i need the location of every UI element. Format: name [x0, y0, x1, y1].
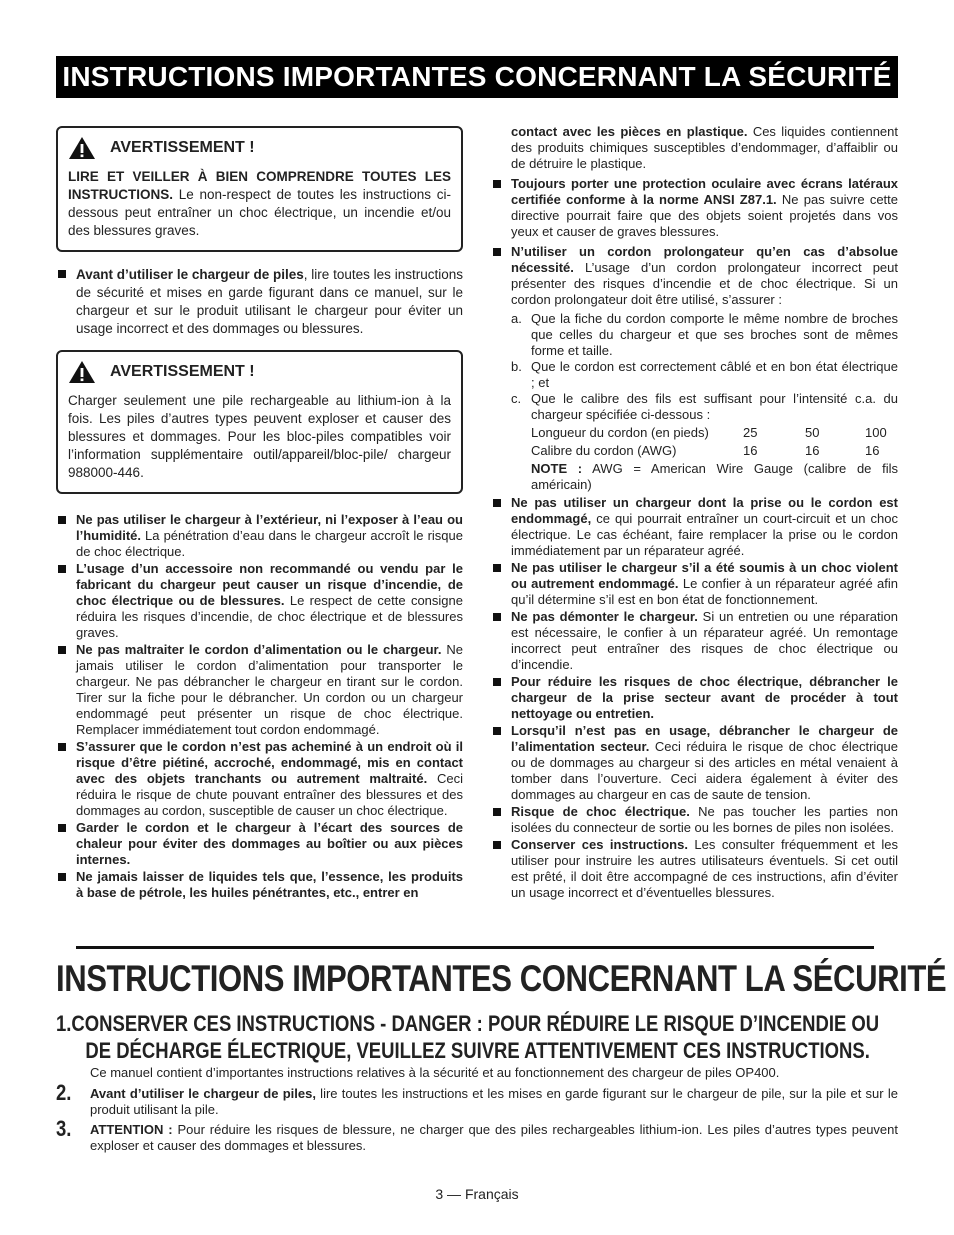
table-cell: Longueur du cordon (en pieds) [531, 425, 709, 440]
right-bullet-list-b [491, 495, 898, 901]
note-text: AWG = American Wire Gauge (calibre de fils américain) [531, 461, 898, 492]
item-bold: Ne pas utiliser le chargeur s’il a été soumis à un choc violent ou autrement endommagé. [511, 560, 898, 591]
warning-triangle-icon [68, 136, 96, 160]
item-bold: Avant d’utiliser le chargeur de piles, [90, 1086, 316, 1101]
continued-paragraph [491, 124, 898, 172]
item-text: Le confier à un réparateur agréé afin qu’il détermine s’il est en bon état de fonctionnement. [511, 576, 899, 607]
item-bold: N’utiliser un cordon prolongateur qu’en cas d’absolue nécessité. [511, 244, 898, 275]
warning-heading-label: AVERTISSEMENT ! [110, 363, 255, 380]
table-cell: 100 [865, 425, 887, 440]
list-item [491, 244, 898, 493]
table-cell: 50 [805, 425, 820, 440]
item-number: 3. [56, 1116, 72, 1141]
warning-body: Charger seulement une pile rechargeable au lithium-ion à la fois. Les piles d’autres types peuvent exploser et causer des blessures et dommages. Pour les bloc-piles compatibles voir l’information supplémentaire outil/appareil/bloc-pile/ chargeur 988000-446. [68, 393, 451, 480]
list-item [491, 176, 898, 240]
list-item [56, 869, 463, 901]
table-cell: 25 [743, 425, 758, 440]
item-text: , lire toutes les instructions de sécurité et mises en garde figurant dans ce manuel, sur le chargeur et sur le produit utilisant le chargeur pour éviter un usage incorrect et des dommages ou blessures. [76, 267, 463, 336]
item-bold: ATTENTION : [90, 1122, 173, 1137]
item-text: Ces liquides contiennent des produits chimiques susceptibles d’endommager, d’affaiblir ou de détruire le plastique. [511, 124, 898, 171]
list-item [56, 739, 463, 819]
note-label: NOTE : [531, 461, 583, 476]
item-text: Ne pas suivre cette directive pourrait faire que des objets soient projetés dans vos yeux et causer de graves blessures. [511, 192, 899, 239]
sub-item [511, 311, 898, 359]
sub-item-letter: a. [511, 311, 522, 326]
table-cell: 16 [865, 443, 880, 458]
section-title: INSTRUCTIONS IMPORTANTES CONCERNANT LA SÉCURITÉ [56, 958, 947, 999]
warning-heading [68, 360, 451, 384]
item-number: 1. [56, 1011, 72, 1036]
item-text: ce qui pourrait entraîner un court-circuit et un choc électrique. Le cas échéant, faire remplacer la prise ou le cordon immédiatement par un réparateur agréé. [511, 511, 898, 558]
list-item [491, 609, 898, 673]
right-column [491, 124, 898, 902]
sub-item-text: Que la fiche du cordon comporte le même nombre de broches que celles du chargeur et que ses broches sont de mêmes forme et taille. [531, 311, 898, 358]
left-column [56, 126, 463, 902]
item-bold: Risque de choc électrique. [511, 804, 690, 819]
sub-list [511, 311, 898, 423]
item-text: Les consulter fréquemment et les utiliser pour instruire les autres utilisateurs éventuels. Si cet outil est prêté, il doit être accompagné de ces instructions, afin d’éviter un usage incorrect et d’éventuelles blessures. [511, 837, 898, 900]
item1-heading-line2: DE DÉCHARGE ÉLECTRIQUE, VEUILLEZ SUIVRE ATTENTIVEMENT CES INSTRUCTIONS. [85, 1038, 870, 1063]
sub-item-text: Que le calibre des fils est suffisant pour l’intensité c.a. du chargeur spécifiée ci-dessous : [531, 391, 898, 422]
warning-heading [68, 136, 451, 160]
item-text: lire toutes les instructions et les mises en garde figurant sur le chargeur de pile, sur la pile et sur le produit utilisant la pile. [90, 1086, 898, 1117]
item3-text [90, 1122, 898, 1154]
item1-heading-line1 [56, 1010, 879, 1037]
list-item [56, 820, 463, 868]
item-bold: Conserver ces instructions. [511, 837, 688, 852]
sub-item-letter: c. [511, 391, 522, 406]
item-bold: Ne jamais laisser de liquides tels que, l’essence, les produits à base de pétrole, les huiles pénétrantes, etc., entrer en [76, 869, 463, 900]
list-item [56, 266, 463, 338]
item-bold: Toujours porter une protection oculaire avec écrans latéraux certifiée conforme à la norme ANSI Z87.1. [511, 176, 898, 207]
item-bold: Pour réduire les risques de choc électrique, débrancher le chargeur de la prise secteur avant de procéder à tout nettoyage ou entretien. [511, 674, 898, 721]
section-banner-title: INSTRUCTIONS IMPORTANTES CONCERNANT LA SÉCURITÉ [56, 56, 898, 98]
item-bold: Ne pas utiliser un chargeur dont la prise ou le cordon est endommagé, [511, 495, 898, 526]
item1-heading [56, 1010, 879, 1064]
item-text: La pénétration d’eau dans le chargeur accroît le risque de choc électrique. [76, 528, 463, 559]
warning-heading-label: AVERTISSEMENT ! [110, 139, 255, 156]
right-bullet-list-a [491, 176, 898, 493]
item1-text: Ce manuel contient d’importantes instructions relatives à la sécurité et au fonctionnement des chargeur de piles OP400. [90, 1065, 780, 1080]
warning-body-text: Le non-respect de toutes les instructions ci-dessous peut entraîner un choc électrique, un incendie et/ou des blessures graves. [68, 187, 451, 238]
sub-item [511, 391, 898, 423]
table-cell: Calibre du cordon (AWG) [531, 443, 677, 458]
list-item [56, 561, 463, 641]
item-bold: Avant d’utiliser le chargeur de piles [76, 267, 304, 282]
warning-body [68, 168, 451, 240]
list-item [491, 837, 898, 901]
list-item [491, 723, 898, 803]
list-item [491, 495, 898, 559]
table-cell: 16 [805, 443, 820, 458]
item-number: 2. [56, 1080, 72, 1105]
table-row [531, 425, 887, 443]
item-text: Pour réduire les risques de blessure, ne charger que des piles rechargeables lithium-ion. Les piles d’autres types peuvent exploser et causer des dommages et blessures. [90, 1122, 899, 1153]
awg-note [531, 461, 898, 493]
item-text: Si un entretien ou une réparation est nécessaire, le confier à un réparateur agréé. Un remontage incorrect peut entraîner des risques de choc électrique ou d’incendie. [511, 609, 898, 672]
item-bold: Ne pas démonter le chargeur. [511, 609, 698, 624]
item-text: Ceci réduira le risque de choc électrique ou de dommages au chargeur si des articles en métal venaient à tomber dans l’ouverture. Ceci aidera également à éviter des dommages au chargeur en cas de saute de tension. [511, 739, 898, 802]
item2-text [90, 1086, 898, 1118]
warning-box-2 [56, 350, 463, 494]
item-bold: Garder le cordon et le chargeur à l’écart des sources de chaleur pour éviter des dommages au boîtier ou aux pièces internes. [76, 820, 463, 867]
sub-item [511, 359, 898, 391]
list-item [491, 560, 898, 608]
list-item [56, 642, 463, 738]
item-bold: Ne pas utiliser le chargeur à l’extérieur, ni l’exposer à l’eau ou l’humidité. [76, 512, 463, 543]
item-bold: contact avec les pièces en plastique. [511, 124, 748, 139]
warning-box-1 [56, 126, 463, 252]
item-text: Ne jamais utiliser le cordon d’alimentation pour transporter le chargeur. Ne pas débrancher le chargeur en tirant sur le cordon. Tirer sur la fiche pour le débrancher. Un cordon ou un chargeur endommagé peut présenter un risque de choc électrique. Remplacer immédiatement tout cordon endommagé. [76, 642, 463, 737]
item-text: Le respect de cette consigne réduira les risques d’incendie, de choc électrique et de blessures graves. [76, 593, 463, 640]
left-bullet-list [56, 512, 463, 901]
heading-text: CONSERVER CES INSTRUCTIONS - DANGER : POUR RÉDUIRE LE RISQUE D’INCENDIE OU [71, 1011, 880, 1036]
divider [76, 946, 874, 949]
item-text: Ne pas toucher les parties non isolées du connecteur de sortie ou les bornes de piles non isolées. [511, 804, 899, 835]
warning-body-bold: LIRE ET VEILLER À BIEN COMPRENDRE TOUTES LES INSTRUCTIONS. [68, 169, 451, 202]
item-bold: Ne pas maltraiter le cordon d’alimentation ou le chargeur. [76, 642, 442, 657]
list-item [56, 512, 463, 560]
page-footer: 3 — Français [435, 1186, 519, 1202]
table-row [531, 443, 887, 461]
list-item [491, 674, 898, 722]
table-cell: 16 [743, 443, 758, 458]
warning-triangle-icon [68, 360, 96, 384]
list-item [491, 804, 898, 836]
item-text: L’usage d’un cordon prolongateur incorrect peut présenter des risques d’incendie et de choc électrique. Si un cordon prolongateur doit être utilisé, s’assurer : [511, 260, 898, 307]
item-text: Ceci réduira le risque de chute pouvant entraîner des blessures et des dommages au cordon, susceptible de causer un choc électrique. [76, 771, 463, 818]
cord-gauge-table [531, 425, 887, 461]
item-bold: Lorsqu’il n’est pas en usage, débrancher le chargeur de l’alimentation secteur. [511, 723, 898, 754]
sub-item-text: Que le cordon est correctement câblé et en bon état électrique ; et [531, 359, 898, 390]
item-bold: S’assurer que le cordon n’est pas acheminé à un endroit où il risque d’être piétiné, accroché, endommagé, mis en contact avec des objets tranchants ou autrement maltraité. [76, 739, 463, 786]
before-use-list [56, 266, 463, 338]
item-bold: L’usage d’un accessoire non recommandé ou vendu par le fabricant du chargeur peut causer un risque d’incendie, de choc électrique ou de blessures. [76, 561, 463, 608]
sub-item-letter: b. [511, 359, 522, 374]
